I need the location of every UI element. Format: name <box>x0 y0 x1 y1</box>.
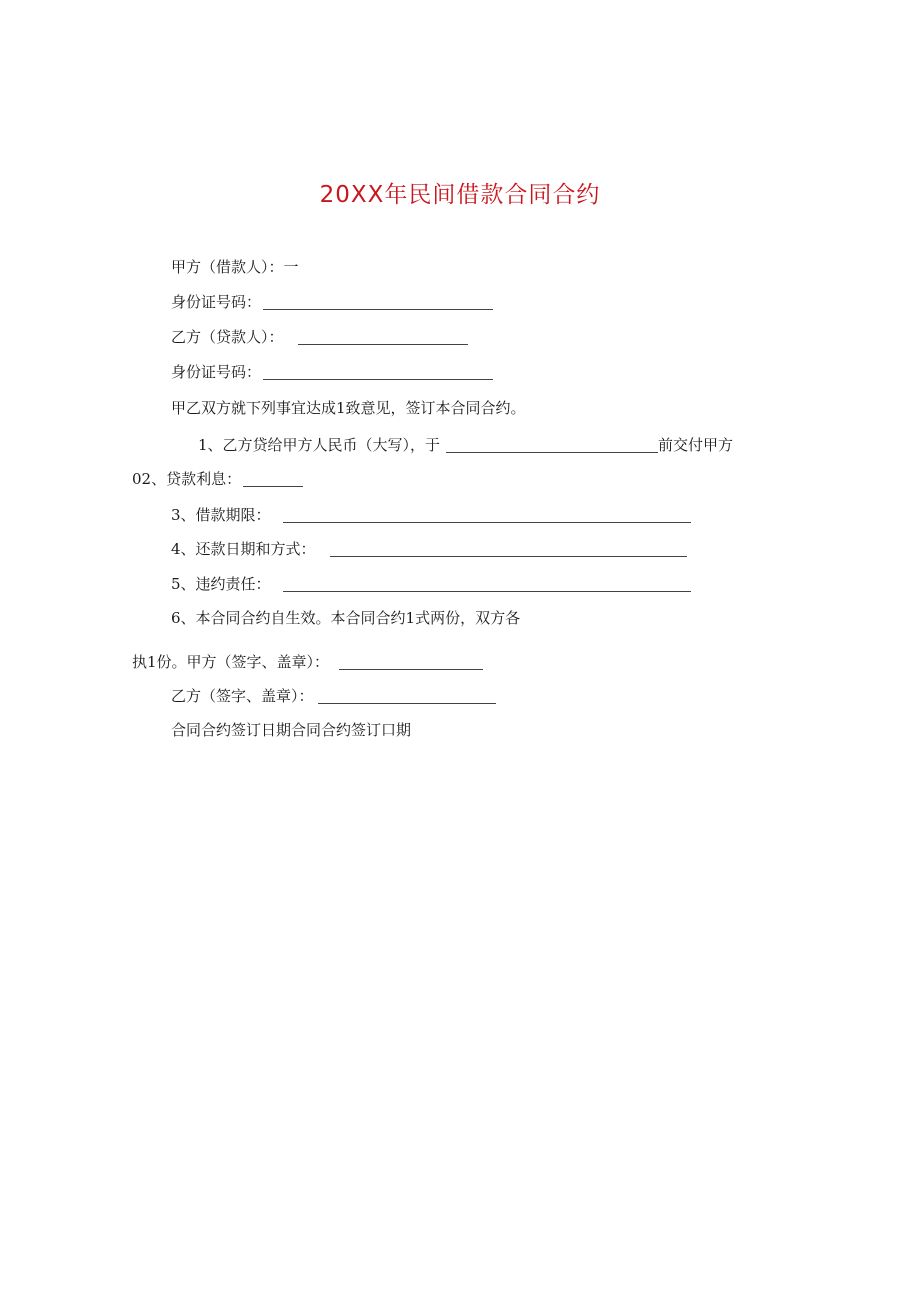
party-a-signature-blank[interactable] <box>339 653 483 670</box>
clause-4-blank[interactable] <box>330 540 687 557</box>
sign-date-text: 合同合约签订日期合同合约签订口期 <box>171 721 412 739</box>
clause-5-blank[interactable] <box>283 575 691 592</box>
agreement-intro-line <box>171 398 526 418</box>
clause-5-line <box>171 574 691 594</box>
clause-3-label: 3、借款期限： <box>171 506 271 524</box>
party-b-signature-blank[interactable] <box>318 687 496 704</box>
party-a-label: 甲方（借款人）：一 <box>171 258 299 276</box>
clause-6-text: 6、本合同合约自生效。本合同合约1式两份，双方各 <box>171 609 521 627</box>
agreement-intro: 甲乙双方就下列事宜达成1致意见，签订本合同合约。 <box>171 399 526 417</box>
clause-6-continuation: 执1份。甲方（签字、盖章）： <box>132 653 330 671</box>
clause-6-continuation-line <box>132 652 483 672</box>
clause-3-blank[interactable] <box>283 506 691 523</box>
clause-1-blank[interactable] <box>446 436 658 453</box>
clause-5-label: 5、违约责任： <box>171 575 271 593</box>
party-b-id-line <box>171 362 493 382</box>
party-b-sign-line <box>171 686 496 706</box>
clause-2-blank[interactable] <box>243 470 303 487</box>
party-b-id-blank[interactable] <box>263 363 493 380</box>
party-b-id-label: 身份证号码： <box>171 363 262 381</box>
clause-3-line <box>171 505 691 525</box>
party-b-line <box>171 327 468 347</box>
party-b-sign-label: 乙方（签字、盖章）： <box>171 687 314 705</box>
clause-1-line <box>198 435 733 455</box>
sign-date-line <box>171 720 411 740</box>
party-a-id-line <box>171 292 493 312</box>
document-title: 20XX年民间借款合同合约 <box>319 182 601 208</box>
clause-1-suffix: 前交付甲方 <box>658 436 734 454</box>
clause-2-label: 02、贷款利息： <box>132 470 242 488</box>
clause-4-label: 4、还款日期和方式： <box>171 540 316 558</box>
clause-4-line <box>171 539 687 559</box>
clause-1-prefix: 1、乙方贷给甲方人民币（大写），于 <box>198 436 441 454</box>
clause-2-line <box>132 469 303 489</box>
party-a-line <box>171 257 299 277</box>
party-b-label: 乙方（贷款人）： <box>171 328 284 346</box>
party-a-id-label: 身份证号码： <box>171 293 262 311</box>
party-b-blank[interactable] <box>298 328 468 345</box>
clause-6-line <box>171 608 520 628</box>
party-a-id-blank[interactable] <box>263 293 493 310</box>
